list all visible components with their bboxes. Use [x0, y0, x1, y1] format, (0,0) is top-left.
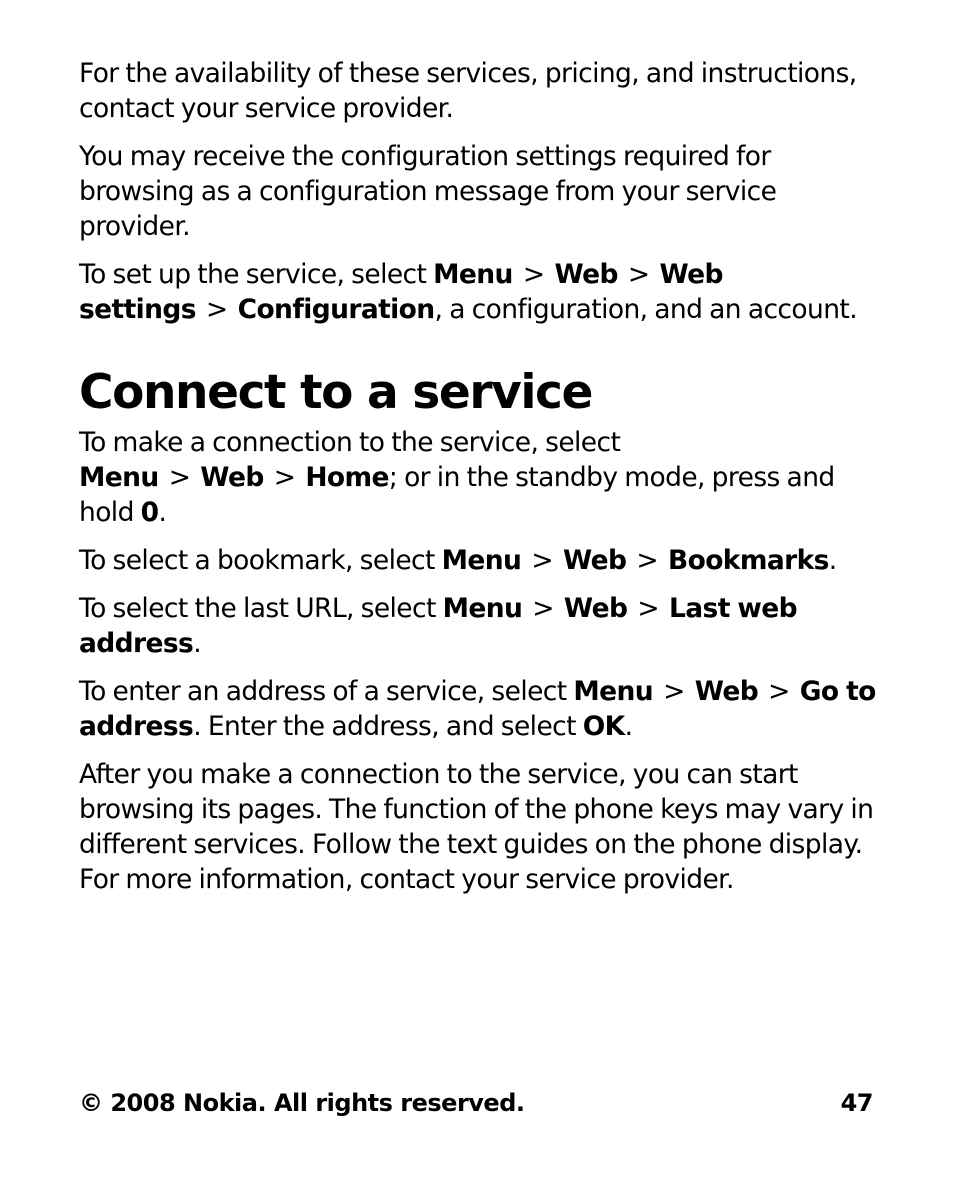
key-zero: 0 — [140, 497, 159, 528]
path-separator: > — [768, 676, 790, 707]
setup-lead-text: To set up the service, select — [79, 259, 434, 290]
section-paragraph-last-url — [79, 591, 879, 661]
path-separator: > — [637, 593, 659, 624]
menu-path-last-web-address: Last web address — [79, 593, 798, 659]
address-tail-text: . — [624, 711, 633, 742]
copyright-notice: © 2008 Nokia. All rights reserved. — [79, 1089, 525, 1117]
menu-path-menu: Menu — [79, 462, 159, 493]
path-separator: > — [532, 593, 554, 624]
home-tail-text: . — [158, 497, 167, 528]
last-url-tail-text: . — [193, 628, 202, 659]
menu-path-home: Home — [305, 462, 389, 493]
path-separator: > — [168, 462, 191, 493]
page-content — [79, 56, 879, 910]
menu-path-bookmarks: Bookmarks — [667, 545, 829, 576]
menu-path-menu: Menu — [442, 593, 523, 624]
menu-path-web: Web — [554, 259, 618, 290]
section-paragraph-home — [79, 425, 879, 530]
intro-paragraph-setup — [79, 257, 879, 327]
intro-paragraph-availability: For the availability of these services, pricing, and instructions, contact your service provider. — [79, 58, 857, 124]
path-separator: > — [627, 259, 650, 290]
menu-path-menu: Menu — [573, 676, 654, 707]
intro-paragraph-configuration-message: You may receive the configuration settings required for browsing as a configuration message from your service provider. — [79, 141, 777, 242]
home-middle-text: ; or in the standby mode, press and hold — [79, 462, 835, 528]
menu-path-web: Web — [694, 676, 759, 707]
page-number: 47 — [840, 1089, 873, 1117]
section-heading: Connect to a service — [79, 365, 592, 420]
path-separator: > — [636, 545, 658, 576]
softkey-ok: OK — [582, 711, 625, 742]
section-paragraph-bookmarks — [79, 543, 879, 578]
page-footer — [79, 1089, 873, 1117]
menu-path-web: Web — [200, 462, 264, 493]
menu-path-configuration: Configuration — [237, 294, 435, 325]
path-separator: > — [663, 676, 685, 707]
address-lead-text: To enter an address of a service, select — [79, 676, 574, 707]
path-separator: > — [273, 462, 296, 493]
last-url-lead-text: To select the last URL, select — [79, 593, 443, 624]
menu-path-menu: Menu — [441, 545, 522, 576]
menu-path-web-settings: Web settings — [79, 259, 723, 325]
setup-tail-text: , a configuration, and an account. — [434, 294, 858, 325]
menu-path-menu: Menu — [433, 259, 513, 290]
menu-path-web: Web — [563, 593, 628, 624]
menu-path-go-to-address: Go to address — [79, 676, 876, 742]
bookmarks-lead-text: To select a bookmark, select — [79, 545, 442, 576]
path-separator: > — [522, 259, 545, 290]
home-lead-text: To make a connection to the service, select — [79, 427, 621, 458]
address-middle-text: . Enter the address, and select — [193, 711, 583, 742]
menu-path-web: Web — [562, 545, 627, 576]
section-paragraph-go-to-address — [79, 674, 879, 744]
section-paragraph-browsing: After you make a connection to the service, you can start browsing its pages. The function of the phone keys may vary in different services. Follow the text guides on the phone display. For more information, contact your service provider. — [79, 759, 874, 895]
path-separator: > — [531, 545, 553, 576]
path-separator: > — [205, 294, 228, 325]
bookmarks-tail-text: . — [828, 545, 837, 576]
